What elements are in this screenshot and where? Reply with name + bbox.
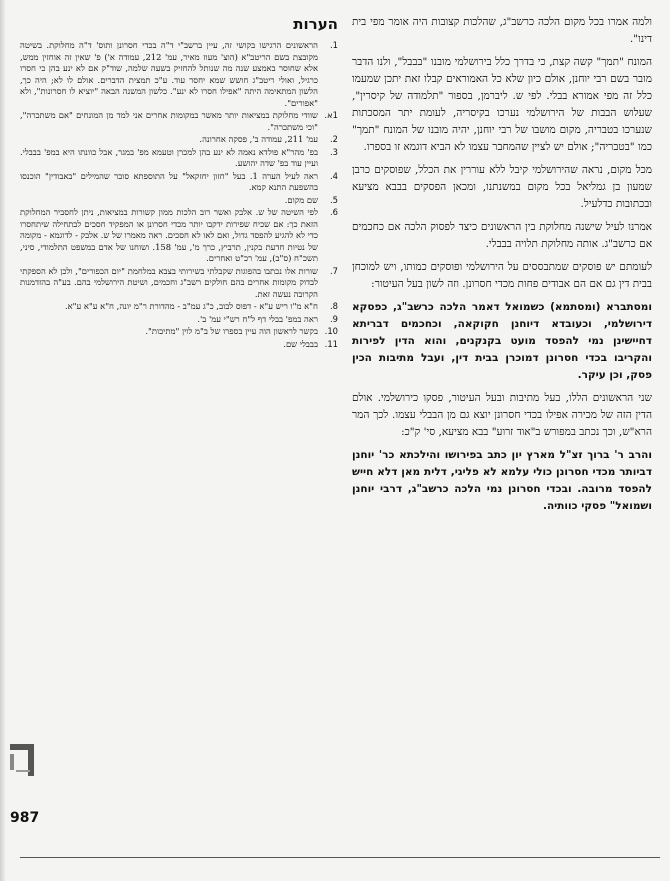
quoted-passage: ומסתברא (ומסתמא) כשמואל דאמר הלכה כרשב"ג, כפסקא דירושלמי, וכעובדא דיוחנן חקוקאה, וכחכמים דבריתא דחיישינן נמי להפסד מועט בקנקנים, והוא הדין לפירות והקריבו בכדי חסרונן דמוכרן בבית דין, ועבל מתיבות הכין פסק, וכן עיקר. — [352, 301, 652, 381]
footnote-text: הראשונים הרגישו בקושי זה, עיין ברשב"י ד"ה בכדי חסרונן ותוס' ד"ה מחלוקת. בשיטה מקובצת בשם הריטב"א (הוצ' מעוז מאיר, עמ' 212, עמודה א') פ' שאין זה אוחזין ממש, אלא שחוסר באמצע שנה מה שנותל להחזיק בשעה שלמה, שוד"ק אם לא ינע בהן כי חסרו כרגיל, ואולי ריטב"ג חושש שמא יחסר עוד. ע"כ תמצית הדברים. אולם לו לא; היה כך, הלשון המתאימה היתה "אפילו חסרו לא ינע". כלשון המשנה הבאה "יוציא לו חסרונות", ולא "אפורים". — [20, 40, 318, 108]
footnote — [20, 207, 338, 265]
body-paragraph: שני הראשונים הללו, בעל מתיבות ובעל העיטור, פסקו כירושלמי. אולם הדין הזה של מכירה אפילו בכדי חסרונן יוצא גם מן הבבלי עצמו. לכך המר הרא"ש, וכך נכתב במפורש ב"אוד זרוע" בבא מציעא, סי' ק"כ: — [352, 392, 652, 438]
footnote-number: 5. — [329, 194, 338, 205]
hebrew-letter-mark-icon — [6, 740, 40, 780]
body-paragraph: המונח "תמך" קשה קצת, כי בדרך כלל בירושלמי מובנו "בבבל", ולנו הדבר מובר בשם רבי יוחנן, אולם כיון שלא כל האמוראים קבלו זאת יתכן שמעמו כלל זה מפי אמורא בבלי. לפי ש. ליברמן, בספור "תלמודה של קיסרין", שעלוש הבבות של הירושלמי נערכו בקיסריה, לעומת יתר המסכתות שנערכו בטבריה, מקום מושבו של רבי יוחנן, יהיה מובנו של המונח "תמך" כמו "בטבריה"; אולם יש לציין שהמחבר עצמו לא הביא דוגמא זו בספרו. — [352, 56, 652, 153]
footnote-text: ראה לעיל הערה 1. בעל "חזון יחזקאל" על התוספתא סובר שהמילים "באבודין" הוכנסו בהשפעת התנא קמא. — [20, 170, 319, 192]
main-text-column — [352, 14, 652, 521]
footnote-text: שוודי מחלוקת במציאות יותר מאשר במקומות אחרים אני למד מן המונחים "אם משתכרה", "וכי משתכרה". — [20, 110, 318, 132]
body-paragraph: לעומתם יש פוסקים שמתבססים על הירושלמי ופוסקים כמותו, ויש למוכחן בבית דין גם אם הם אבודים פחות מכדי חסרונן. וזה לשון בעל העיטור: — [352, 261, 652, 290]
footnote-text: שם מקום. — [284, 194, 318, 205]
footnote-number: 1א. — [324, 110, 338, 120]
body-paragraph: מכל מקום, נראה שהירושלמי קיבל ללא עוררין את הכלל, שפוסקים כרבן שמעון בן גמליאל בכל מקום במשנתנו, ומכאן הפסקים בבבא מציעא ובכתובות כדלעיל. — [352, 164, 652, 210]
footnote-number: 6. — [329, 207, 338, 217]
footnote-number: 3. — [329, 146, 338, 157]
footnote-text: לפי השיטה של ש. אלבק ואשר רוב הלכות ממון קשורות במציאות, ניתן לחסביר המחלוקת הזאת כך: אם שכיח שפירות ידקבו יותר מכדי חסרונן או המפקיד חסכים לבתחילה שיתחסרו כדי לא להגיע להפסד גדול, ואם לאו לא חסכים. ראה מאמרו של ש. אלבק - לדוגמא - מקומה של נטיות חדעת בקנין, תרביץ, כרך מ', עמ' 158. ושוחנו של אדם במשפט התלמודי, סיני, תשכ"ח (ס"ב), עמ' רכ"ט ואחרים. — [20, 207, 318, 263]
footnote — [20, 171, 338, 194]
footnote-number: 11. — [324, 338, 338, 349]
footnote — [20, 326, 338, 338]
footnote — [20, 266, 338, 301]
footnote — [20, 314, 338, 326]
footnote — [20, 339, 338, 351]
footnote — [20, 134, 338, 146]
footnote-text: שורות אלו נכתבו בהפוגות שקבלתי בשירותי בצבא במלחמת "יום הכפורים", ולכן לא הספקתי לבדוק מקומות אחרים בהם חולקים רשב"ג וחכמים, ושיטת הירושלמי בהם. בע"ה בהזדמנות הקרובה נעשה זאת. — [20, 265, 318, 299]
footnote-text: בבבלי שם. — [283, 338, 318, 349]
footnote — [20, 147, 338, 170]
footnote-text: ראה במפ' בבלי דף ל"ח רש"י עמ' ב'. — [197, 313, 318, 324]
quoted-passage: והרב ר' ברוך זצ"ל מארץ יון כתב בפירושו והילכתא כר' יוחנן דביותר מכדי חסרונן כולי עלמא לא פליגי, דלית מאן דלא חייש להפסד מרובה. ובכדי חסרונן נמי הלכה כרשב"ג, דרבי יוחנן ושמואל" פסקי כוותיה. — [352, 449, 652, 512]
footnote-number: 10. — [324, 326, 338, 336]
footnote-text: בקשר לראשון הוה עיין בספרו של ב"מ לוין "מתיבות". — [145, 326, 318, 336]
footnote-number: 8. — [329, 301, 338, 311]
footnote-text: בפ' מהר"א פולדא נאמה לא ינע בהן למכרן וטעמא מפ' במגר, אבל כוונתו היא במפ' בבבלי. ועיין עוד בפ' שדה יהושע. — [20, 146, 318, 168]
notes-heading: הערות — [293, 15, 338, 33]
footnote — [20, 110, 338, 133]
footnotes-column — [20, 14, 338, 351]
footnote-text: עמ' 211, עמודה ב', פסקה אחרונה. — [199, 134, 318, 144]
footnote-number: 1. — [329, 40, 338, 50]
footnote-number: 9. — [329, 313, 338, 324]
footnote — [20, 301, 338, 313]
footnote-number: 2. — [329, 134, 338, 144]
footnote-text: ח"א מ"ו ריש ע"א - דפוס לבוב, כ"ג עמ"ב - מהדורת ר"מ יונה, ח"א ע"א ע"א. — [64, 301, 318, 311]
bottom-rule — [20, 857, 660, 858]
footnote-number: 4. — [329, 170, 338, 181]
footnote — [20, 195, 338, 207]
footnote — [20, 40, 338, 109]
page-number: 987 — [10, 810, 40, 826]
footnote-number: 7. — [329, 265, 338, 276]
notes-list — [20, 40, 338, 350]
body-paragraph: ולמה אמרו בכל מקום הלכה כרשב"ג, שהלכות קצובות היה אומר מפי בית דינו". — [352, 16, 652, 45]
body-paragraph: אמרנו לעיל שישנה מחלוקת בין הראשונים כיצד לפסוק הלכה אם כחכמים אם כרשב"ג. אותה מחלוקת תלויה בבבלי. — [352, 221, 652, 250]
